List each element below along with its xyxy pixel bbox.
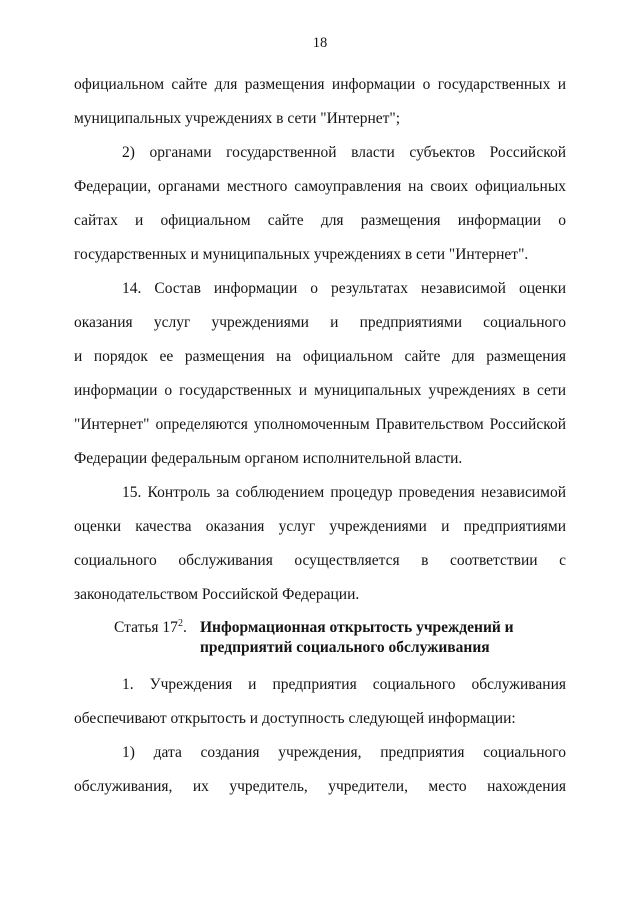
- page-number: 18: [312, 35, 328, 51]
- text-line: муниципальных учреждениях в сети "Интернет";: [74, 110, 401, 127]
- text-line: информации о государственных и муниципальных учреждениях в сети: [74, 382, 566, 399]
- text-line: обеспечивают открытость и доступность следующей информации:: [74, 710, 516, 727]
- paragraph-1: [74, 668, 566, 736]
- article-title-line: предприятий социального обслуживания: [200, 639, 490, 656]
- document-body: [74, 68, 566, 804]
- text-line: официальном сайте для размещения информации о государственных и: [74, 76, 566, 93]
- paragraph-item-2: [74, 136, 566, 272]
- text-line: 1) дата создания учреждения, предприятия социального: [122, 744, 566, 761]
- text-line: обслуживания, их учредитель, учредители, место нахождения: [74, 778, 566, 795]
- text-line: Федерации, органами местного самоуправления на своих официальных: [74, 178, 566, 195]
- text-line: 15. Контроль за соблюдением процедур проведения независимой: [122, 484, 566, 501]
- text-line: 14. Состав информации о результатах независимой оценки: [122, 280, 566, 297]
- article-label-suffix: .: [182, 619, 187, 636]
- text-line: 2) органами государственной власти субъектов Российской: [122, 144, 566, 161]
- paragraph-item-1: [74, 736, 566, 804]
- text-line: "Интернет" определяются уполномоченным Правительством Российской: [74, 416, 566, 433]
- text-line: Федерации федеральным органом исполнительной власти.: [74, 450, 463, 467]
- text-line: оценки качества оказания услуг учреждениями и предприятиями: [74, 518, 566, 535]
- text-line: законодательством Российской Федерации.: [74, 586, 360, 603]
- text-line: 1. Учреждения и предприятия социального обслуживания: [122, 676, 566, 693]
- article-label-text: Статья 17: [114, 619, 178, 636]
- paragraph-14: [74, 272, 566, 476]
- paragraph-15: [74, 476, 566, 612]
- article-heading: [74, 618, 566, 658]
- article-label-superscript: 2: [177, 617, 183, 629]
- text-line: и порядок ее размещения на официальном сайте для размещения: [74, 348, 566, 365]
- article-title: [200, 618, 566, 658]
- text-line: сайтах и официальном сайте для размещения информации о: [74, 212, 566, 229]
- article-label: [74, 618, 200, 658]
- text-line: социального обслуживания осуществляется в соответствии с: [74, 552, 566, 569]
- text-line: оказания услуг учреждениями и предприятиями социального: [74, 314, 566, 331]
- text-line: государственных и муниципальных учреждениях в сети "Интернет".: [74, 246, 529, 263]
- paragraph-continuation: [74, 68, 566, 136]
- article-title-line: Информационная открытость учреждений и: [200, 619, 514, 636]
